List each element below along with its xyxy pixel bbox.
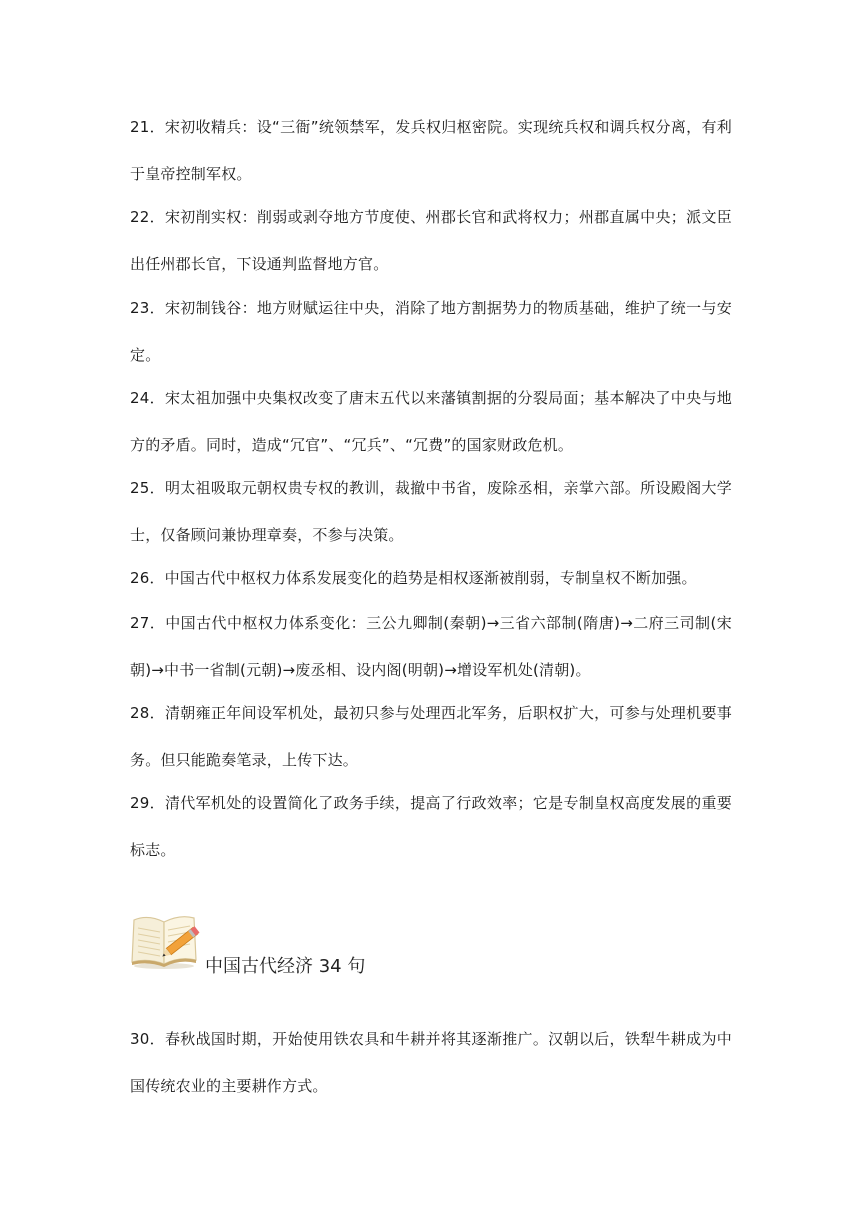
open-book-pencil-icon [128, 906, 208, 972]
paragraph-30: 30．春秋战国时期，开始使用铁农具和牛耕并将其逐渐推广。汉朝以后，铁犁牛耕成为中国传统农业的主要耕作方式。 [130, 1030, 732, 1095]
paragraph-25: 25．明太祖吸取元朝权贵专权的教训，裁撤中书省，废除丞相，亲掌六部。所设殿阁大学士，仅备顾问兼协理章奏，不参与决策。 [130, 479, 732, 544]
paragraph-27: 27．中国古代中枢权力体系变化：三公九卿制(秦朝)→三省六部制(隋唐)→二府三司制(宋朝)→中书一省制(元朝)→废丞相、设内阁(明朝)→增设军机处(清朝)。 [130, 614, 732, 679]
paragraph-22: 22．宋初削实权：削弱或剥夺地方节度使、州郡长官和武将权力；州郡直属中央；派文臣出任州郡长官，下设通判监督地方官。 [130, 208, 732, 273]
paragraph-26: 26．中国古代中枢权力体系发展变化的趋势是相权逐渐被削弱，专制皇权不断加强。 [130, 569, 697, 587]
paragraph-28: 28．清朝雍正年间设军机处，最初只参与处理西北军务，后职权扩大，可参与处理机要事务。但只能跪奏笔录，上传下达。 [130, 704, 732, 769]
paragraph-21: 21．宋初收精兵：设“三衙”统领禁军，发兵权归枢密院。实现统兵权和调兵权分离，有利于皇帝控制军权。 [130, 118, 732, 183]
paragraph-23: 23．宋初制钱谷：地方财赋运往中央，消除了地方割据势力的物质基础，维护了统一与安定。 [130, 299, 732, 364]
section-heading: 中国古代经济 34 句 [205, 956, 366, 977]
paragraph-24: 24．宋太祖加强中央集权改变了唐末五代以来藩镇割据的分裂局面；基本解决了中央与地方的矛盾。同时，造成“冗官”、“冗兵”、“冗费”的国家财政危机。 [130, 389, 732, 454]
paragraph-29: 29．清代军机处的设置简化了政务手续，提高了行政效率；它是专制皇权高度发展的重要标志。 [130, 794, 732, 859]
